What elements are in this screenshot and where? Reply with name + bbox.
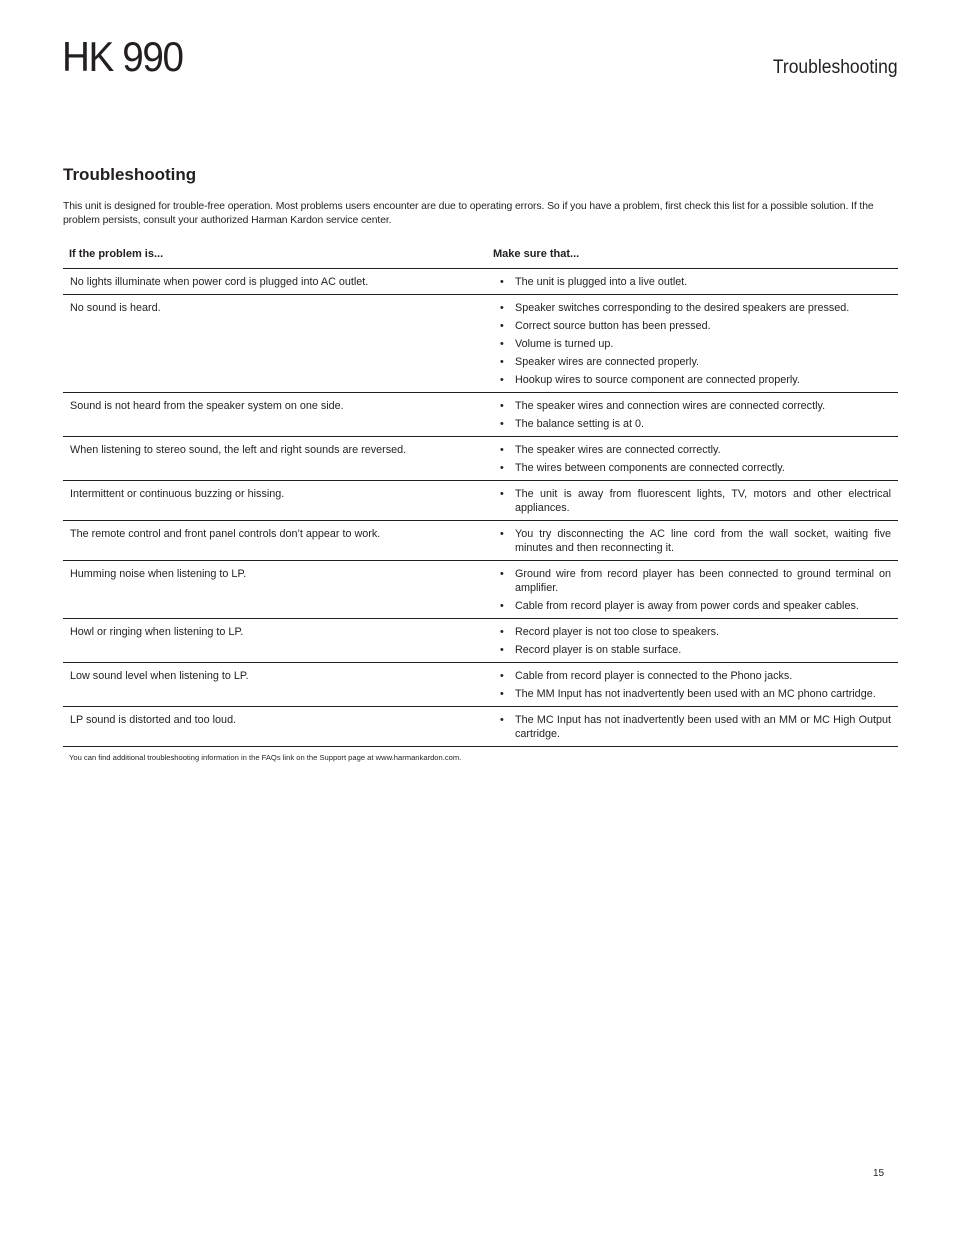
brand-title: HK 990: [62, 33, 183, 80]
problem-cell: LP sound is distorted and too loud.: [63, 707, 487, 747]
problem-cell: No lights illuminate when power cord is plugged into AC outlet.: [63, 269, 487, 295]
table-row: [63, 619, 898, 663]
solution-item: • Volume is turned up.: [497, 337, 891, 351]
solution-list: [497, 443, 891, 475]
page-number: 15: [873, 1168, 885, 1179]
solution-item: • The unit is away from fluorescent lights, TV, motors and other electrical appliances.: [497, 487, 891, 515]
solution-cell: [487, 269, 898, 295]
solution-cell: [487, 561, 898, 619]
problem-cell: Intermittent or continuous buzzing or hissing.: [63, 481, 487, 521]
problem-cell: Howl or ringing when listening to LP.: [63, 619, 487, 663]
solution-cell: [487, 393, 898, 437]
solution-cell: [487, 481, 898, 521]
table-row: [63, 437, 898, 481]
solution-item: • The MC Input has not inadvertently been used with an MM or MC High Output cartridge.: [497, 713, 891, 741]
solution-list: [497, 527, 891, 555]
solution-list: [497, 399, 891, 431]
main-content: [63, 164, 898, 762]
solution-item: • Ground wire from record player has been connected to ground terminal on amplifier.: [497, 567, 891, 595]
solution-cell: [487, 521, 898, 561]
table-body: [63, 269, 898, 747]
table-row: [63, 663, 898, 707]
solution-item: • The speaker wires and connection wires are connected correctly.: [497, 399, 891, 413]
solution-list: [497, 275, 891, 289]
solution-item: • Hookup wires to source component are connected properly.: [497, 373, 891, 387]
intro-paragraph: This unit is designed for trouble-free operation. Most problems users encounter are due to operating errors. So if you have a problem, first check this list for a possible solution. If the problem persists, consult your authorized Harman Kardon service center.: [63, 201, 874, 226]
problem-cell: When listening to stereo sound, the left and right sounds are reversed.: [63, 437, 487, 481]
solution-list: [497, 567, 891, 613]
solution-cell: [487, 663, 898, 707]
table-row: [63, 295, 898, 393]
table-row: [63, 561, 898, 619]
troubleshooting-table: [63, 242, 898, 747]
solution-item: • Cable from record player is connected to the Phono jacks.: [497, 669, 891, 683]
footnote: You can find additional troubleshooting information in the FAQs link on the Support page at www.harmankardon.com.: [69, 753, 462, 762]
problem-cell: No sound is heard.: [63, 295, 487, 393]
solution-cell: [487, 437, 898, 481]
solution-item: • You try disconnecting the AC line cord from the wall socket, waiting five minutes and then reconnecting it.: [497, 527, 891, 555]
section-header: Troubleshooting: [773, 57, 898, 78]
column-header-problem: If the problem is...: [63, 242, 487, 269]
solution-item: • Record player is not too close to speakers.: [497, 625, 891, 639]
solution-cell: [487, 619, 898, 663]
problem-cell: The remote control and front panel controls don’t appear to work.: [63, 521, 487, 561]
solution-item: • Record player is on stable surface.: [497, 643, 891, 657]
solution-item: • The speaker wires are connected correctly.: [497, 443, 891, 457]
table-row: [63, 393, 898, 437]
solution-cell: [487, 295, 898, 393]
table-header-row: [63, 242, 898, 269]
solution-item: • Cable from record player is away from power cords and speaker cables.: [497, 599, 891, 613]
solution-item: • Speaker wires are connected properly.: [497, 355, 891, 369]
page-title: Troubleshooting: [63, 165, 197, 184]
solution-list: [497, 713, 891, 741]
table-row: [63, 481, 898, 521]
table-row: [63, 269, 898, 295]
table-row: [63, 707, 898, 747]
solution-item: • Speaker switches corresponding to the desired speakers are pressed.: [497, 301, 891, 315]
solution-item: • The unit is plugged into a live outlet.: [497, 275, 891, 289]
problem-cell: Low sound level when listening to LP.: [63, 663, 487, 707]
solution-list: [497, 487, 891, 515]
solution-item: • The balance setting is at 0.: [497, 417, 891, 431]
solution-list: [497, 669, 891, 701]
solution-item: • The MM Input has not inadvertently been used with an MC phono cartridge.: [497, 687, 891, 701]
problem-cell: Sound is not heard from the speaker system on one side.: [63, 393, 487, 437]
solution-list: [497, 625, 891, 657]
table-row: [63, 521, 898, 561]
column-header-solution: Make sure that...: [487, 242, 898, 269]
solution-list: [497, 301, 891, 387]
problem-cell: Humming noise when listening to LP.: [63, 561, 487, 619]
solution-cell: [487, 707, 898, 747]
solution-item: • Correct source button has been pressed.: [497, 319, 891, 333]
solution-item: • The wires between components are connected correctly.: [497, 461, 891, 475]
